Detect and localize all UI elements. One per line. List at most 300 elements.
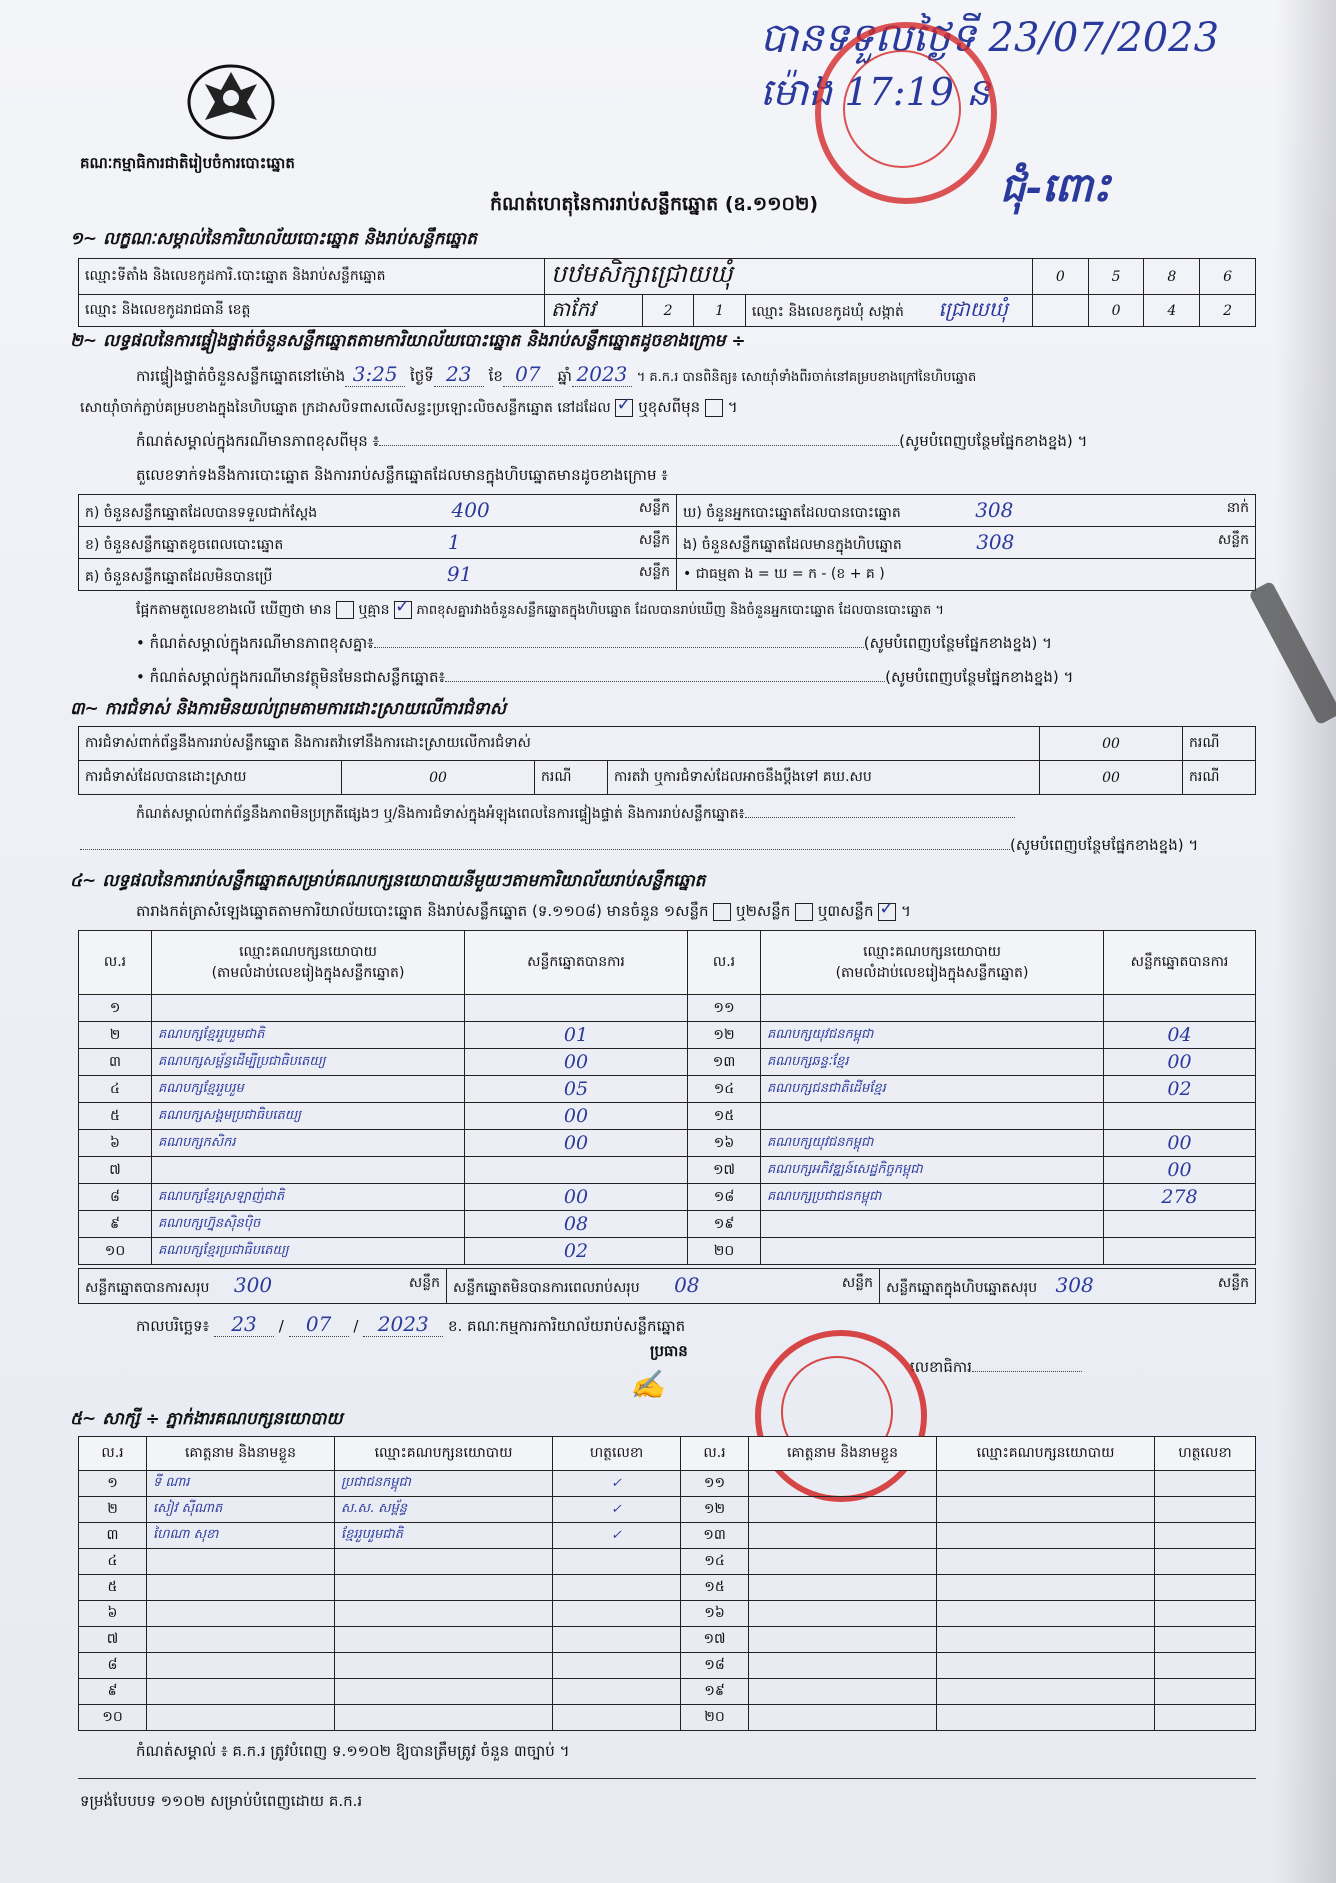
chair-signature: ✍ — [630, 1368, 665, 1401]
witness-signature — [553, 1549, 681, 1575]
witness-name — [749, 1601, 937, 1627]
party-name: គណបក្សប្រជាជនកម្ពុជា — [761, 1184, 1104, 1211]
section3-note — [136, 804, 1015, 825]
party-name: គណបក្សយុវជនកម្ពុជា — [761, 1130, 1104, 1157]
total-box-value: 308 — [1055, 1273, 1094, 1297]
witness-no-header-right: ល.រ — [681, 1437, 749, 1471]
party-name — [761, 995, 1104, 1022]
tally-intro: តារាងកត់ត្រាសំឡេងឆ្នោតតាមការិយាល័យបោះឆ្នោត និងរាប់សន្លឹកឆ្នោត (ទ.១១០៨) មានចំនួន ១សន្លឹក — [136, 902, 709, 920]
witness-row — [79, 1575, 1256, 1601]
party-votes: 02 — [1104, 1076, 1256, 1103]
difference-text1: ផ្អែកតាមតួលេខខាងលើ ឃើញថា មាន — [136, 602, 332, 618]
row-number: ៦ — [79, 1130, 152, 1157]
witness-row — [79, 1497, 1256, 1523]
verification-suffix: ។ គ.ក.រ បានពិនិត្យ៖ សោយ៉ាំទាំងពីរចាក់នៅគម្របខាងក្រៅនៃហិបឆ្នោត — [636, 370, 977, 385]
received-time-note: ម៉ោង 17:19 ន — [760, 70, 991, 114]
witness-party — [335, 1575, 553, 1601]
row-number: ១៤ — [681, 1549, 749, 1575]
total-box-unit: សន្លឹក — [1217, 1275, 1249, 1291]
party-votes: 01 — [465, 1022, 688, 1049]
row-number: ១១ — [688, 995, 761, 1022]
party-name — [761, 1238, 1104, 1265]
verification-year: 2023 — [572, 362, 632, 387]
total-valid-label: សន្លឹកឆ្នោតបានការសរុប — [85, 1280, 210, 1296]
party-name: គណបក្សហ្វ៊ុនស៊ិនប៉ិច — [152, 1211, 465, 1238]
row-number: ២ — [79, 1022, 152, 1049]
row-number: ១៨ — [688, 1184, 761, 1211]
witness-signature — [1155, 1575, 1256, 1601]
received-by-note: ជុំ-ពោះ — [1000, 164, 1111, 211]
chair-label: ប្រធាន — [650, 1342, 688, 1360]
results-row — [79, 1184, 1256, 1211]
count-d-unit: នាក់ — [1226, 499, 1249, 516]
station-code-digit: 8 — [1144, 259, 1200, 295]
difference-text2: ឬគ្មាន — [358, 602, 390, 618]
seal-check-line: សោយ៉ាំចាក់ភ្ជាប់គម្របខាងក្នុងនៃហិបឆ្នោត ក្រដាសបិទពាសលើសន្ទះប្រឡោះលិចសន្លឹកឆ្នោត នៅដដែល ✓ ឬខុសពីមុន ។ — [80, 398, 738, 420]
counts-table — [78, 494, 1256, 591]
row-number: ១៧ — [681, 1627, 749, 1653]
no-difference-checkbox[interactable] — [394, 601, 412, 619]
resolved-label: ការជំទាស់ដែលបានដោះស្រាយ — [79, 761, 342, 795]
verification-line — [136, 362, 1256, 389]
objections-table — [78, 726, 1256, 795]
row-number: ១៨ — [681, 1653, 749, 1679]
party-votes — [465, 995, 688, 1022]
page-shadow — [1276, 0, 1336, 1883]
count-c-value: 91 — [446, 561, 473, 586]
witness-party-header: ឈ្មោះគណបក្សនយោបាយ — [335, 1437, 553, 1471]
changed-checkbox[interactable] — [705, 399, 723, 417]
count-b-unit: សន្លឹក — [638, 531, 670, 548]
date-year: 2023 — [363, 1312, 443, 1337]
party-name: គណបក្សខ្មែរស្រឡាញ់ជាតិ — [152, 1184, 465, 1211]
appeal-count: 00 — [1040, 761, 1183, 795]
station-code-digit: 6 — [1200, 259, 1256, 295]
witness-party — [937, 1627, 1155, 1653]
section3-title: ៣~ ការជំទាស់ និងការមិនយល់ព្រមតាមការដោះស្រាយលើការជំទាស់ — [70, 699, 506, 719]
total-invalid-value: 08 — [674, 1273, 700, 1297]
count-d-label: ឃ) ចំនួនអ្នកបោះឆ្នោតដែលបានបោះឆ្នោត — [683, 504, 901, 521]
witness-party — [335, 1549, 553, 1575]
row-number: ៩ — [79, 1679, 147, 1705]
two-sheet-checkbox[interactable] — [795, 903, 813, 921]
witness-row — [79, 1523, 1256, 1549]
objection-label: ការជំទាស់ពាក់ព័ន្ធនឹងការរាប់សន្លឹកឆ្នោត និងការតវ៉ាទៅនឹងការដោះស្រាយលើការជំទាស់ — [79, 727, 1040, 761]
col-party-header-right — [761, 931, 1104, 995]
witness-signature — [553, 1601, 681, 1627]
witness-row — [79, 1549, 1256, 1575]
witness-signature — [1155, 1549, 1256, 1575]
party-name — [152, 1157, 465, 1184]
form-note: ទម្រង់បែបបទ ១១០២ សម្រាប់បំពេញដោយ គ.ក.រ — [80, 1792, 363, 1810]
witness-party — [937, 1601, 1155, 1627]
party-votes: 04 — [1104, 1022, 1256, 1049]
count-e-label: ង) ចំនួនសន្លឹកឆ្នោតដែលមានក្នុងហិបឆ្នោត — [683, 536, 902, 553]
witness-name — [147, 1705, 335, 1731]
province-code-digit: 2 — [642, 295, 694, 327]
results-row — [79, 1130, 1256, 1157]
party-name: គណបក្សសម្ព័ន្ធដើម្បីប្រជាធិបតេយ្យ — [152, 1049, 465, 1076]
party-name: គណបក្សជនជាតិដើមខ្មែរ — [761, 1076, 1104, 1103]
party-votes: 00 — [1104, 1157, 1256, 1184]
footnote: កំណត់សម្គាល់ ៖ គ.ក.រ ត្រូវបំពេញ ទ.១១០២ ឱ្យបានត្រឹមត្រូវ ចំនួន ៣ច្បាប់ ។ — [136, 1742, 570, 1760]
station-name: បឋមសិក្សាជ្រោយឃុំ — [544, 259, 1032, 295]
form-title: កំណត់ហេតុនៃការរាប់សន្លឹកឆ្នោត (ឧ.១១០២) — [490, 193, 819, 215]
date-day: 23 — [214, 1312, 274, 1337]
witness-name — [749, 1627, 937, 1653]
witness-party: ខ្មែររួបរួមជាតិ — [335, 1523, 553, 1549]
appeal-unit: ករណី — [1183, 761, 1256, 795]
tally-sheet-line: តារាងកត់ត្រាសំឡេងឆ្នោតតាមការិយាល័យបោះឆ្នោត និងរាប់សន្លឹកឆ្នោត (ទ.១១០៨) មានចំនួន ១សន្លឹក ឬ២សន្លឹក ឬ៣សន្លឹក ✓ ។ — [136, 902, 911, 924]
witness-name: សៀវ ស៊ីណាត — [147, 1497, 335, 1523]
witness-party — [937, 1653, 1155, 1679]
party-votes — [1104, 1238, 1256, 1265]
witness-signature — [553, 1575, 681, 1601]
secretary-label: លេខាធិការ — [910, 1358, 972, 1376]
row-number: ៧ — [79, 1157, 152, 1184]
total-invalid-label: សន្លឹកឆ្នោតមិនបានការពេលរាប់សរុប — [453, 1280, 640, 1296]
witness-name-header: គោត្តនាម និងនាមខ្លួន — [147, 1437, 335, 1471]
witness-party — [335, 1627, 553, 1653]
row-number: ១៤ — [688, 1076, 761, 1103]
province-code-digit: 1 — [694, 295, 746, 327]
party-name: គណបក្សខ្មែររួបរួមជាតិ — [152, 1022, 465, 1049]
witness-party — [937, 1549, 1155, 1575]
witness-row — [79, 1601, 1256, 1627]
official-stamp-top — [815, 22, 997, 204]
party-votes — [1104, 995, 1256, 1022]
committee-name: គណៈកម្មាធិការជាតិរៀបចំការបោះឆ្នោត — [80, 154, 295, 172]
row-number: ១៦ — [688, 1130, 761, 1157]
witness-name: ហៃណា សុខា — [147, 1523, 335, 1549]
witness-row — [79, 1471, 1256, 1497]
row-number: ១២ — [688, 1022, 761, 1049]
party-name: គណបក្សអភិវឌ្ឍន៍សេដ្ឋកិច្ចកម្ពុជា — [761, 1157, 1104, 1184]
results-row — [79, 1049, 1256, 1076]
col-votes-header-right: សន្លឹកឆ្នោតបានការ — [1104, 931, 1256, 995]
row-number: ១០ — [79, 1238, 152, 1265]
note1-line — [136, 432, 1087, 454]
witness-name — [749, 1549, 937, 1575]
witness-party — [937, 1575, 1155, 1601]
results-row — [79, 1103, 1256, 1130]
col-party-sub-right: (តាមលំដាប់លេខរៀងក្នុងសន្លឹកឆ្នោត) — [835, 964, 1029, 981]
date-month: 07 — [289, 1312, 349, 1337]
received-date-note: បាន​ទទួល​ថ្ងៃទី 23/07/2023 — [760, 15, 1220, 61]
witness-signature — [553, 1679, 681, 1705]
commune-name: ជ្រោយឃុំ — [938, 296, 1008, 321]
bullet1-line — [136, 634, 1052, 656]
witness-name — [749, 1575, 937, 1601]
date-label: កាលបរិច្ឆេទ៖ — [136, 1317, 210, 1335]
party-votes: 00 — [1104, 1049, 1256, 1076]
verification-day: 23 — [434, 362, 484, 387]
note1-suffix: (សូមបំពេញបន្ថែមផ្នែកខាងខ្នង) ។ — [899, 432, 1088, 450]
row-number: ២ — [79, 1497, 147, 1523]
unchanged-checkbox[interactable] — [615, 399, 633, 417]
verification-month: 07 — [503, 362, 553, 387]
count-a-value: 400 — [451, 497, 490, 522]
witness-sign-header-right: ហត្ថលេខា — [1155, 1437, 1256, 1471]
row-number: ៣ — [79, 1523, 147, 1549]
footer-divider — [78, 1778, 1256, 1779]
witness-party — [937, 1471, 1155, 1497]
witness-sign-header: ហត្ថលេខា — [553, 1437, 681, 1471]
bullet2-suffix: (សូមបំពេញបន្ថែមផ្នែកខាងខ្នង) ។ — [885, 668, 1074, 686]
commune-code-digit: 2 — [1200, 295, 1256, 327]
results-row — [79, 1211, 1256, 1238]
col-no-header-right: ល.រ — [688, 931, 761, 995]
witness-name — [749, 1653, 937, 1679]
total-box-label: សន្លឹកឆ្នោតក្នុងហិបឆ្នោតសរុប — [886, 1280, 1038, 1296]
row-number: ១៩ — [688, 1211, 761, 1238]
witness-name: ទី ណារ — [147, 1471, 335, 1497]
witness-signature — [553, 1705, 681, 1731]
bullet1-label: • កំណត់សម្គាល់ក្នុងករណីមានភាពខុសគ្នា៖ — [136, 634, 374, 652]
difference-line — [136, 600, 944, 621]
party-votes: 00 — [465, 1103, 688, 1130]
party-votes — [465, 1157, 688, 1184]
row-number: ១៣ — [688, 1049, 761, 1076]
witness-row — [79, 1653, 1256, 1679]
results-row — [79, 995, 1256, 1022]
count-b-label: ខ) ចំនួនសន្លឹកឆ្នោតខូចពេលបោះឆ្នោត — [85, 536, 284, 553]
row-number: ១១ — [681, 1471, 749, 1497]
station-label: ឈ្មោះទីតាំង និងលេខកូដការិ.បោះឆ្នោត និងរាប់សន្លឹកឆ្នោត — [79, 259, 545, 295]
witness-name — [749, 1679, 937, 1705]
witness-name-header-right: គោត្តនាម និងនាមខ្លួន — [749, 1437, 937, 1471]
station-code-digit: 0 — [1032, 259, 1088, 295]
results-table — [78, 930, 1256, 1265]
witness-party — [937, 1679, 1155, 1705]
bullet1-suffix: (សូមបំពេញបន្ថែមផ្នែកខាងខ្នង) ។ — [863, 634, 1052, 652]
bullet2-line — [136, 668, 1073, 690]
party-name: គណបក្សខ្មែរប្រជាធិបតេយ្យ — [152, 1238, 465, 1265]
witness-row — [79, 1679, 1256, 1705]
note1-label: កំណត់សម្គាល់ក្នុងករណីមានភាពខុសពីមុន ៖ — [136, 432, 380, 450]
section3-note-suffix: (សូមបំពេញបន្ថែមផ្នែកខាងខ្នង) ។ — [1010, 836, 1199, 854]
resolved-unit: ករណី — [535, 761, 608, 795]
col-no-header: ល.រ — [79, 931, 152, 995]
witness-name — [749, 1497, 937, 1523]
witness-party — [335, 1653, 553, 1679]
party-votes: 00 — [465, 1049, 688, 1076]
station-code-digit: 5 — [1088, 259, 1144, 295]
party-name: គណបក្សសង្គមប្រជាធិបតេយ្យ — [152, 1103, 465, 1130]
party-name: គណបក្សកសិករ — [152, 1130, 465, 1157]
witness-party-header-right: ឈ្មោះគណបក្សនយោបាយ — [937, 1437, 1155, 1471]
col-party-title: ឈ្មោះគណបក្សនយោបាយ — [239, 943, 377, 960]
results-row — [79, 1238, 1256, 1265]
province-label: ឈ្មោះ និងលេខកូដរាជធានី ខេត្ត — [79, 295, 545, 327]
date-line: កាលបរិច្ឆេទ៖ 23 / 07 / 2023 ខ. គណៈកម្មការការិយាល័យរាប់សន្លឹកឆ្នោត — [136, 1312, 686, 1336]
row-number: ១៦ — [681, 1601, 749, 1627]
count-c-label: គ) ចំនួនសន្លឹកឆ្នោតដែលមិនបានប្រើ — [85, 568, 273, 585]
party-votes: 278 — [1104, 1184, 1256, 1211]
witness-table — [78, 1436, 1256, 1731]
verification-prefix: ការផ្ទៀងផ្ទាត់ចំនួនសន្លឹកឆ្នោតនៅម៉ោង — [136, 367, 346, 385]
witness-signature — [1155, 1679, 1256, 1705]
witness-party — [335, 1601, 553, 1627]
secretary-line — [910, 1358, 1082, 1380]
row-number: ៩ — [79, 1211, 152, 1238]
numbers-intro: តួលេខទាក់ទងនឹងការបោះឆ្នោត និងការរាប់សន្លឹកឆ្នោតដែលមានក្នុងហិបឆ្នោតមានដូចខាងក្រោម ៖ — [136, 466, 668, 484]
three-sheet-checkbox[interactable] — [878, 903, 896, 921]
party-votes: 08 — [465, 1211, 688, 1238]
party-votes — [1104, 1103, 1256, 1130]
section3-note-line2 — [80, 836, 1198, 858]
row-number: ១ — [79, 995, 152, 1022]
province-name: តាកែវ — [544, 295, 642, 327]
three-sheet-label: ឬ៣សន្លឹក — [817, 902, 874, 920]
witness-party — [937, 1497, 1155, 1523]
witness-party — [335, 1679, 553, 1705]
witness-signature — [1155, 1471, 1256, 1497]
row-number: ៥ — [79, 1103, 152, 1130]
witness-name — [147, 1601, 335, 1627]
witness-name — [147, 1653, 335, 1679]
count-c-unit: សន្លឹក — [638, 563, 670, 580]
witness-signature — [1155, 1601, 1256, 1627]
row-number: ១៥ — [681, 1575, 749, 1601]
committee-sign-label: ខ. គណៈកម្មការការិយាល័យរាប់សន្លឹកឆ្នោត — [448, 1317, 686, 1335]
results-row — [79, 1076, 1256, 1103]
count-e-unit: សន្លឹក — [1217, 531, 1249, 548]
col-party-header — [152, 931, 465, 995]
row-number: ១៥ — [688, 1103, 761, 1130]
witness-signature — [1155, 1653, 1256, 1679]
results-row — [79, 1022, 1256, 1049]
witness-signature: ✓ — [553, 1497, 681, 1523]
party-name: គណបក្សឆន្ទៈខ្មែរ — [761, 1049, 1104, 1076]
changed-option-label: ឬខុសពីមុន — [638, 398, 701, 416]
party-name: គណបក្សយុវជនកម្ពុជា — [761, 1022, 1104, 1049]
one-sheet-checkbox[interactable] — [713, 903, 731, 921]
witness-party: ស.ស. សម្ព័ន្ធ — [335, 1497, 553, 1523]
party-votes: 00 — [465, 1130, 688, 1157]
witness-signature — [1155, 1627, 1256, 1653]
col-party-sub: (តាមលំដាប់លេខរៀងក្នុងសន្លឹកឆ្នោត) — [211, 964, 405, 981]
witness-party — [335, 1705, 553, 1731]
witness-signature — [553, 1653, 681, 1679]
total-invalid-unit: សន្លឹក — [841, 1275, 873, 1291]
witness-signature — [1155, 1523, 1256, 1549]
row-number: ១២ — [681, 1497, 749, 1523]
witness-party: ប្រជាជនកម្ពុជា — [335, 1471, 553, 1497]
witness-signature — [1155, 1497, 1256, 1523]
count-d-value: 308 — [975, 497, 1014, 522]
appeal-label: ការតវ៉ា ឬការជំទាស់ដែលអាចនឹងប្តឹងទៅ គឃ.សប — [608, 761, 1040, 795]
has-difference-checkbox[interactable] — [336, 601, 354, 619]
commune-code-digit: 0 — [1088, 295, 1144, 327]
col-votes-header: សន្លឹកឆ្នោតបានការ — [465, 931, 688, 995]
witness-row — [79, 1705, 1256, 1731]
row-number: ២០ — [681, 1705, 749, 1731]
party-votes — [1104, 1211, 1256, 1238]
row-number: ៨ — [79, 1184, 152, 1211]
count-b-value: 1 — [447, 529, 461, 554]
totals-table — [78, 1268, 1256, 1304]
row-number: ៥ — [79, 1575, 147, 1601]
row-number: ១ — [79, 1471, 147, 1497]
witness-signature: ✓ — [553, 1523, 681, 1549]
witness-signature — [1155, 1705, 1256, 1731]
commune-label: ឈ្មោះ និងលេខកូដឃុំ សង្កាត់ — [751, 303, 904, 320]
objection-count: 00 — [1040, 727, 1183, 761]
commune-code-digit: 4 — [1144, 295, 1200, 327]
party-votes: 00 — [1104, 1130, 1256, 1157]
row-number: ៤ — [79, 1549, 147, 1575]
witness-name — [147, 1679, 335, 1705]
witness-name — [147, 1575, 335, 1601]
two-sheet-label: ឬ២សន្លឹក — [736, 902, 791, 920]
party-name: គណបក្សខ្មែររួបរួម — [152, 1076, 465, 1103]
row-number: ២០ — [688, 1238, 761, 1265]
count-e-value: 308 — [976, 529, 1015, 554]
party-name — [761, 1103, 1104, 1130]
witness-row — [79, 1627, 1256, 1653]
row-number: ១៣ — [681, 1523, 749, 1549]
count-a-unit: សន្លឹក — [638, 499, 670, 516]
party-votes: 02 — [465, 1238, 688, 1265]
party-votes: 05 — [465, 1076, 688, 1103]
section1-table — [78, 258, 1256, 327]
bullet2-label: • កំណត់សម្គាល់ក្នុងករណីមានវត្ថុមិនមែនជាសន្លឹកឆ្នោត៖ — [136, 668, 446, 686]
count-a-label: ក) ចំនួនសន្លឹកឆ្នោតដែលបានទទួលជាក់ស្តែង — [85, 504, 318, 521]
party-name — [761, 1211, 1104, 1238]
resolved-count: 00 — [342, 761, 535, 795]
witness-party — [937, 1523, 1155, 1549]
row-number: ១៧ — [688, 1157, 761, 1184]
row-number: ៨ — [79, 1653, 147, 1679]
day-label: ថ្ងៃទី — [409, 367, 434, 385]
row-number: ១០ — [79, 1705, 147, 1731]
verification-time: 3:25 — [345, 362, 405, 387]
difference-text3: ភាពខុសគ្នារវាងចំនួនសន្លឹកឆ្នោតក្នុងហិបឆ្នោត ដែលបានរាប់ឃើញ និងចំនួនអ្នកបោះឆ្នោត ដែលបានបោះឆ្នោត ។ — [416, 603, 944, 618]
witness-party — [937, 1705, 1155, 1731]
party-name — [152, 995, 465, 1022]
section3-note-label: កំណត់សម្គាល់ពាក់ព័ន្ធនឹងភាពមិនប្រក្រតីផ្សេងៗ ឬ/និងការជំទាស់ក្នុងអំឡុងពេលនៃការផ្ទៀងផ្ទាត់ និងការរាប់សន្លឹកឆ្នោត៖ — [136, 806, 745, 822]
nec-logo-icon — [185, 62, 277, 142]
witness-name — [749, 1471, 937, 1497]
witness-signature — [553, 1627, 681, 1653]
row-number: ៤ — [79, 1076, 152, 1103]
objection-unit: ករណី — [1183, 727, 1256, 761]
total-valid-unit: សន្លឹក — [408, 1275, 440, 1291]
row-number: ៧ — [79, 1627, 147, 1653]
row-number: ១៩ — [681, 1679, 749, 1705]
row-number: ៦ — [79, 1601, 147, 1627]
results-row — [79, 1157, 1256, 1184]
witness-name — [749, 1523, 937, 1549]
month-label: ខែ — [488, 367, 503, 385]
formula-note: • ជាធម្មតា ង = ឃ = ក - (ខ + គ ) — [683, 566, 885, 582]
section2-title: ២~ លទ្ធផលនៃការផ្ទៀងផ្ទាត់ចំនួនសន្លឹកឆ្នោតតាមការិយាល័យបោះឆ្នោត និងរាប់សន្លឹកឆ្នោតដូចខាងក្រោម ÷ — [70, 331, 746, 351]
witness-name — [147, 1549, 335, 1575]
section1-title: ១~ លក្ខណៈសម្គាល់នៃការិយាល័យបោះឆ្នោត និងរាប់សន្លឹកឆ្នោត — [70, 229, 477, 249]
witness-signature: ✓ — [553, 1471, 681, 1497]
section5-title: ៥~ សាក្សី ÷ ភ្នាក់ងារគណបក្សនយោបាយ — [70, 1409, 343, 1429]
party-votes: 00 — [465, 1184, 688, 1211]
total-valid-value: 300 — [233, 1273, 273, 1297]
witness-name — [147, 1627, 335, 1653]
seal-check-text: សោយ៉ាំចាក់ភ្ជាប់គម្របខាងក្នុងនៃហិបឆ្នោត ក្រដាសបិទពាសលើសន្ទះប្រឡោះលិចសន្លឹកឆ្នោត នៅដដែល — [80, 400, 611, 416]
row-number: ៣ — [79, 1049, 152, 1076]
year-label: ឆ្នាំ — [557, 367, 572, 385]
witness-no-header: ល.រ — [79, 1437, 147, 1471]
witness-name — [749, 1705, 937, 1731]
section4-title: ៤~ លទ្ធផលនៃការរាប់សន្លឹកឆ្នោតសម្រាប់គណបក្សនយោបាយនីមួយៗតាមការិយាល័យរាប់សន្លឹកឆ្នោត — [70, 871, 706, 891]
